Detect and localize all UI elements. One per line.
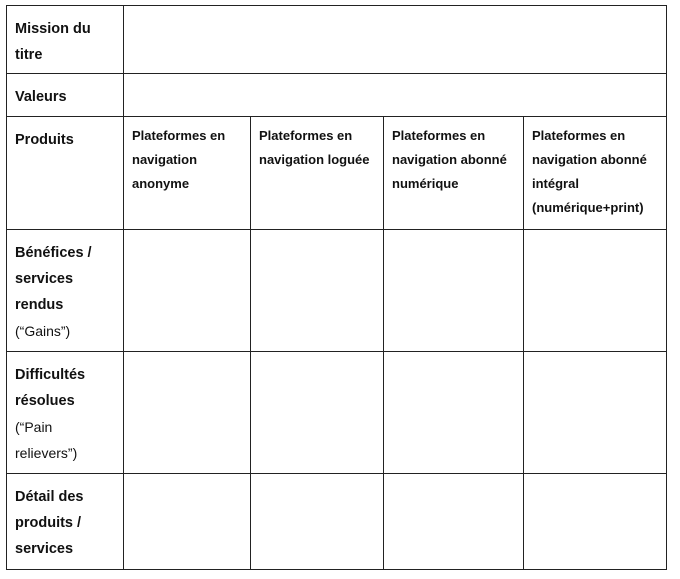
value-proposition-table <box>6 5 667 570</box>
row-header-benefices <box>7 230 123 344</box>
column-header-anonyme: Plateformes en navigation anonyme <box>132 128 226 191</box>
column-header-abonne-numerique: Plateformes en navigation abonné numérique <box>392 128 507 191</box>
row-header-produits: Produits <box>15 132 74 148</box>
row-header-benefices-label: Bénéfices / services rendus <box>15 245 92 313</box>
row-header-benefices-sub: (“Gains”) <box>15 323 71 339</box>
column-divider <box>250 116 251 569</box>
column-header-loguee: Plateformes en navigation loguée <box>259 128 370 167</box>
column-divider <box>123 6 124 569</box>
row-header-difficultes-sub: (“Pain relievers”) <box>15 419 78 461</box>
column-header-abonne-integral: Plateformes en navigation abonné intégral (numérique+print) <box>532 128 647 215</box>
row-header-mission: Mission du titre <box>15 21 91 63</box>
row-header-difficultes <box>7 352 117 466</box>
row-header-valeurs: Valeurs <box>15 89 67 105</box>
row-header-detail: Détail des produits / services <box>15 489 84 557</box>
row-header-difficultes-label: Difficultés résolues <box>15 367 86 409</box>
